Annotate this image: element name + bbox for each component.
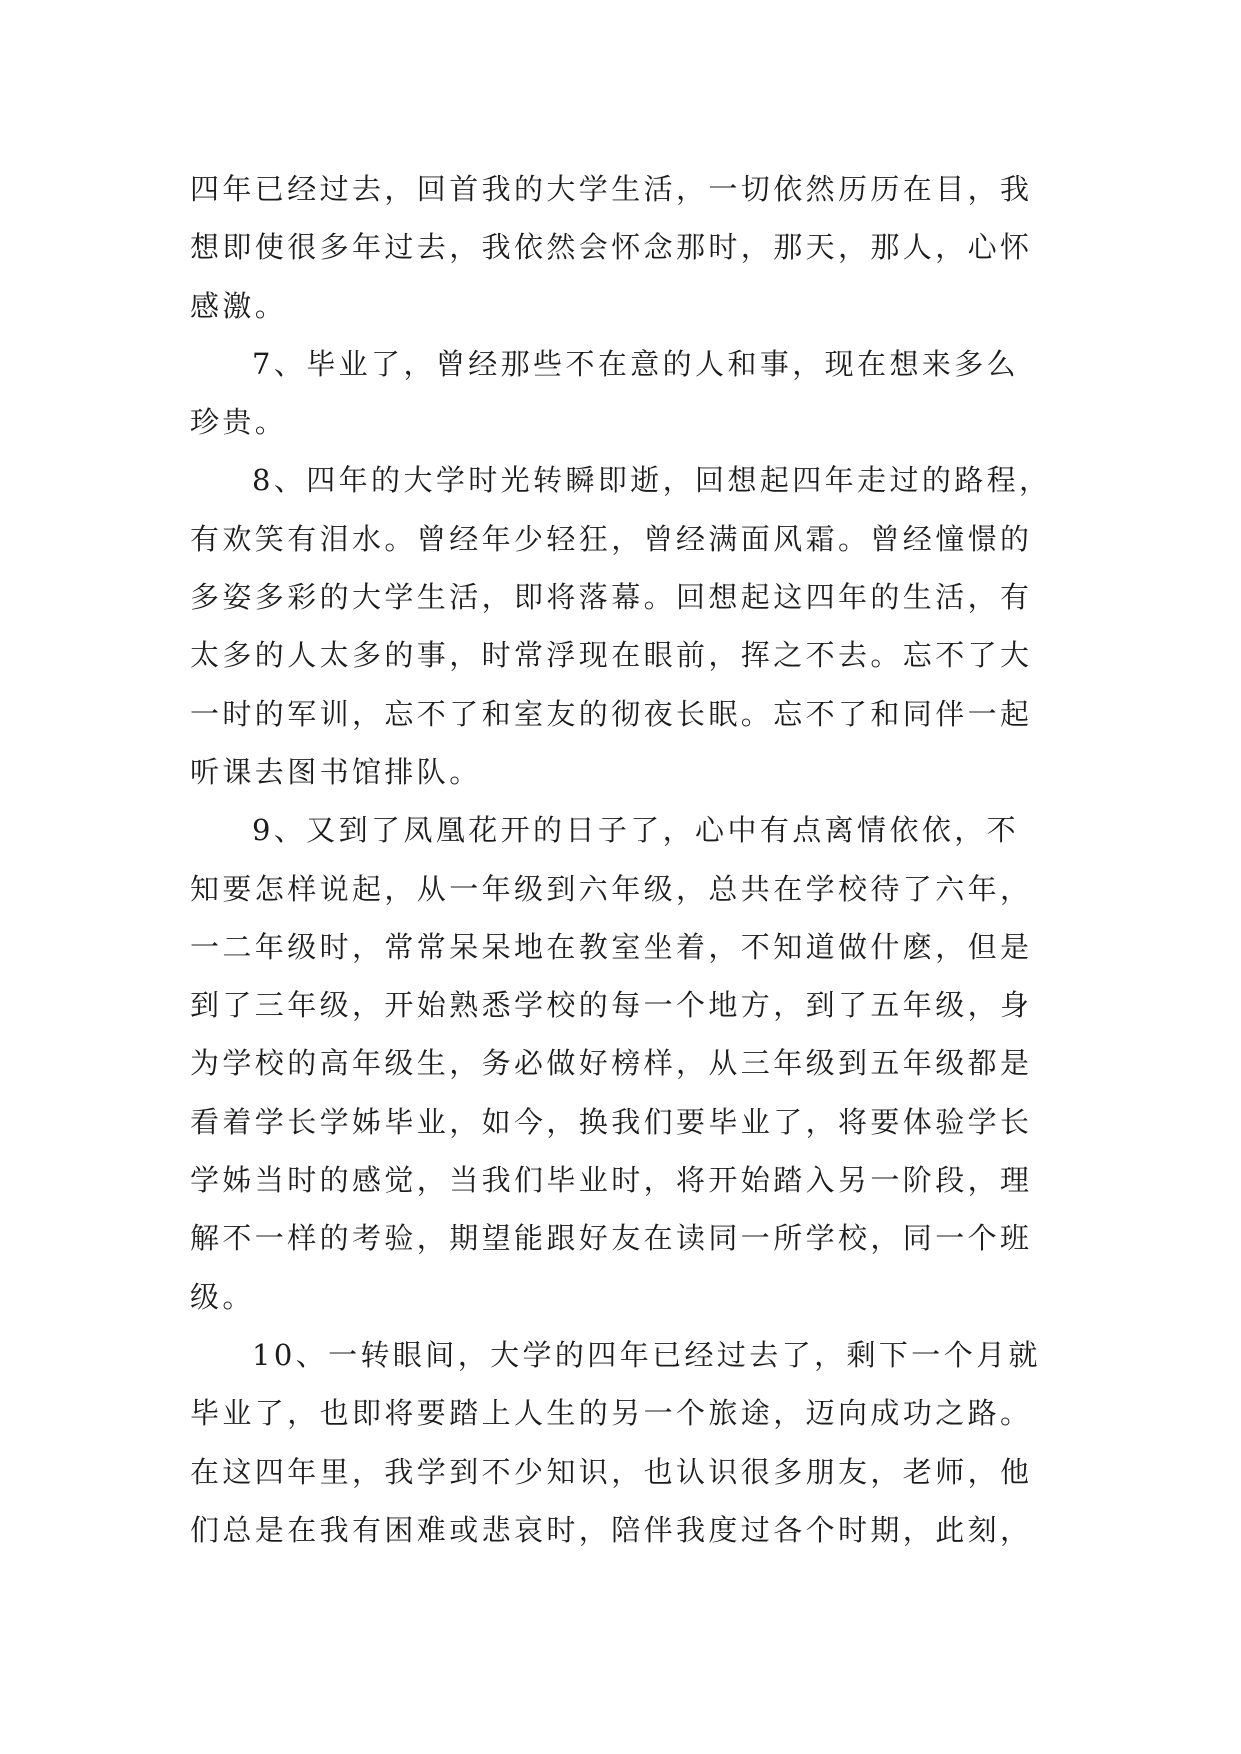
text-line: 们总是在我有困难或悲哀时，陪伴我度过各个时期，此刻，	[190, 1512, 1033, 1547]
text-line: 看着学长学姊毕业，如今，换我们要毕业了，将要体验学长	[190, 1104, 1033, 1139]
text-line: 为学校的高年级生，务必做好榜样，从三年级到五年级都是	[190, 1046, 1033, 1081]
text-line: 想即使很多年过去，我依然会怀念那时，那天，那人，心怀	[190, 230, 1033, 265]
text-line: 解不一样的考验，期望能跟好友在读同一所学校，同一个班	[190, 1221, 1033, 1256]
text-line: 有欢笑有泪水。曾经年少轻狂，曾经满面风霜。曾经憧憬的	[190, 521, 1033, 556]
document-body	[190, 160, 1058, 1559]
paragraph-first-line: 7、毕业了，曾经那些不在意的人和事，现在想来多么	[252, 346, 1020, 381]
paragraph-first-line: 8、四年的大学时光转瞬即逝，回想起四年走过的路程，	[252, 463, 1052, 498]
text-line: 感激。	[190, 288, 288, 323]
text-line: 知要怎样说起，从一年级到六年级，总共在学校待了六年，	[190, 871, 1033, 906]
text-line: 学姊当时的感觉，当我们毕业时，将开始踏入另一阶段，理	[190, 1163, 1033, 1198]
paragraph-first-line: 9、又到了凤凰花开的日子了，心中有点离情依依，不	[252, 813, 1020, 848]
text-line: 多姿多彩的大学生活，即将落幕。回想起这四年的生活，有	[190, 580, 1033, 615]
paragraph-first-line: 10、一转眼间，大学的四年已经过去了，剩下一个月就	[252, 1337, 1041, 1372]
text-line: 在这四年里，我学到不少知识，也认识很多朋友，老师，他	[190, 1454, 1033, 1489]
text-line: 听课去图书馆排队。	[190, 754, 482, 789]
text-line: 一时的军训，忘不了和室友的彻夜长眠。忘不了和同伴一起	[190, 696, 1033, 731]
text-line: 毕业了，也即将要踏上人生的另一个旅途，迈向成功之路。	[190, 1396, 1033, 1431]
text-line: 太多的人太多的事，时常浮现在眼前，挥之不去。忘不了大	[190, 638, 1033, 673]
text-line: 到了三年级，开始熟悉学校的每一个地方，到了五年级，身	[190, 988, 1033, 1023]
text-line: 四年已经过去，回首我的大学生活，一切依然历历在目，我	[190, 172, 1033, 206]
text-line: 级。	[190, 1279, 255, 1314]
text-line: 一二年级时，常常呆呆地在教室坐着，不知道做什麽，但是	[190, 929, 1033, 964]
text-line: 珍贵。	[190, 405, 288, 440]
